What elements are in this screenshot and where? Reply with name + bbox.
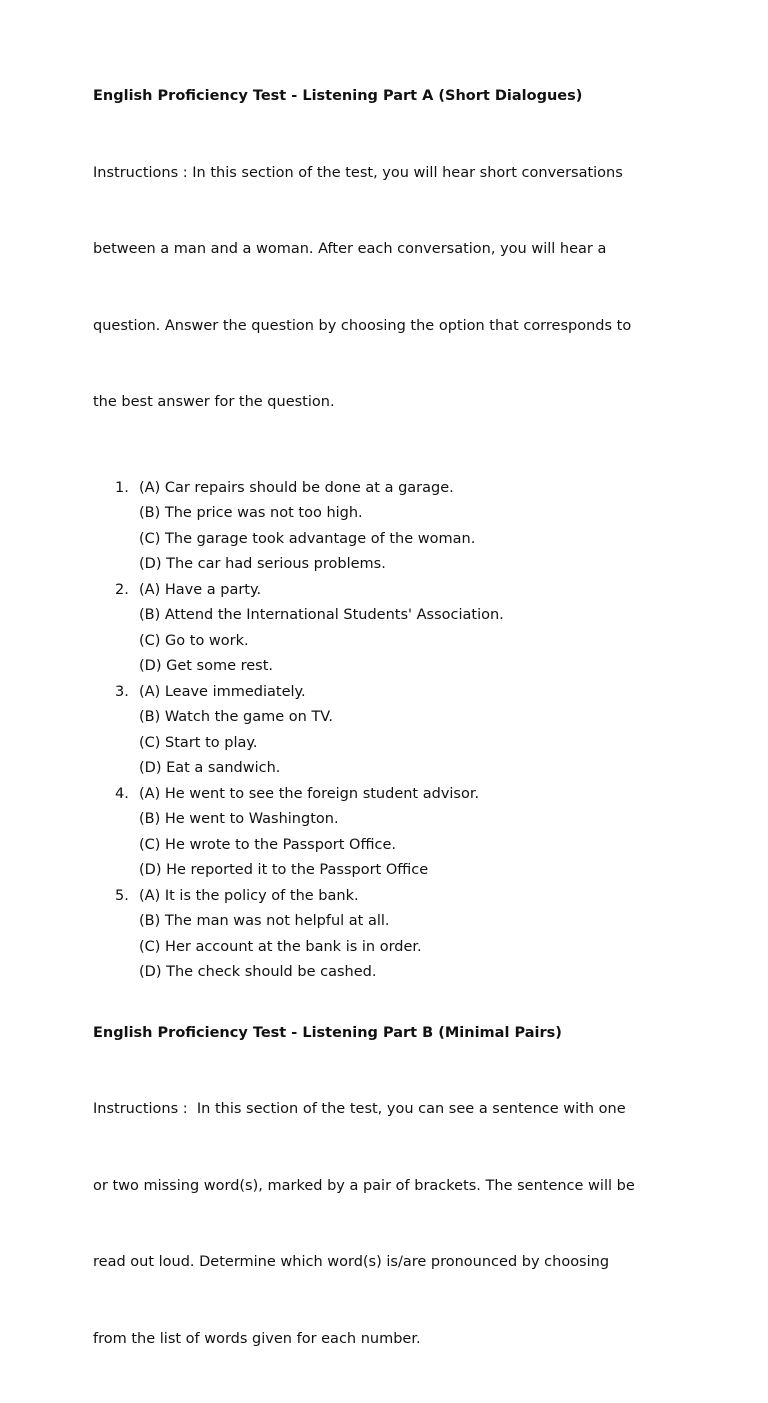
answer-option: (C) The garage took advantage of the woman.	[139, 527, 693, 553]
instruction-line: question. Answer the question by choosing the option that corresponds to	[93, 314, 693, 340]
part-b-instructions	[93, 1046, 693, 1403]
answer-option: (A) Have a party.	[139, 578, 693, 604]
answer-option: (B) The price was not too high.	[139, 501, 693, 527]
answer-option: (C) Start to play.	[139, 731, 693, 757]
question-item	[93, 578, 693, 680]
instruction-line: or two missing word(s), marked by a pair of brackets. The sentence will be	[93, 1174, 693, 1200]
instruction-line: Instructions : In this section of the test, you can see a sentence with one	[93, 1097, 693, 1123]
answer-option: (D) Get some rest.	[139, 654, 693, 680]
answer-option: (B) The man was not helpful at all.	[139, 909, 693, 935]
document-page	[93, 84, 693, 1403]
instruction-line: from the list of words given for each number.	[93, 1327, 693, 1353]
question-item	[93, 884, 693, 986]
answer-option: (D) The car had serious problems.	[139, 552, 693, 578]
part-a-instructions	[93, 110, 693, 467]
question-number: 2.	[115, 578, 129, 604]
answer-option: (A) He went to see the foreign student advisor.	[139, 782, 693, 808]
question-number: 3.	[115, 680, 129, 706]
part-a-section	[93, 84, 693, 986]
instruction-line: read out loud. Determine which word(s) is/are pronounced by choosing	[93, 1250, 693, 1276]
instruction-line: Instructions : In this section of the test, you will hear short conversations	[93, 161, 693, 187]
answer-option: (A) Car repairs should be done at a garage.	[139, 476, 693, 502]
answer-option: (C) Go to work.	[139, 629, 693, 655]
answer-option: (A) It is the policy of the bank.	[139, 884, 693, 910]
answer-option: (D) The check should be cashed.	[139, 960, 693, 986]
question-item	[93, 680, 693, 782]
question-item	[93, 476, 693, 578]
answer-option: (C) He wrote to the Passport Office.	[139, 833, 693, 859]
answer-option: (A) Leave immediately.	[139, 680, 693, 706]
answer-option: (B) He went to Washington.	[139, 807, 693, 833]
instruction-line: the best answer for the question.	[93, 390, 693, 416]
answer-option: (C) Her account at the bank is in order.	[139, 935, 693, 961]
part-b-section	[93, 1021, 693, 1403]
part-b-title: English Proficiency Test - Listening Part B (Minimal Pairs)	[93, 1021, 693, 1047]
question-item	[93, 782, 693, 884]
answer-option: (D) Eat a sandwich.	[139, 756, 693, 782]
instruction-line: between a man and a woman. After each conversation, you will hear a	[93, 237, 693, 263]
question-list	[93, 476, 693, 986]
question-number: 5.	[115, 884, 129, 910]
answer-option: (B) Watch the game on TV.	[139, 705, 693, 731]
answer-option: (D) He reported it to the Passport Office	[139, 858, 693, 884]
part-a-title: English Proficiency Test - Listening Part A (Short Dialogues)	[93, 84, 693, 110]
question-number: 4.	[115, 782, 129, 808]
answer-option: (B) Attend the International Students' Association.	[139, 603, 693, 629]
question-number: 1.	[115, 476, 129, 502]
